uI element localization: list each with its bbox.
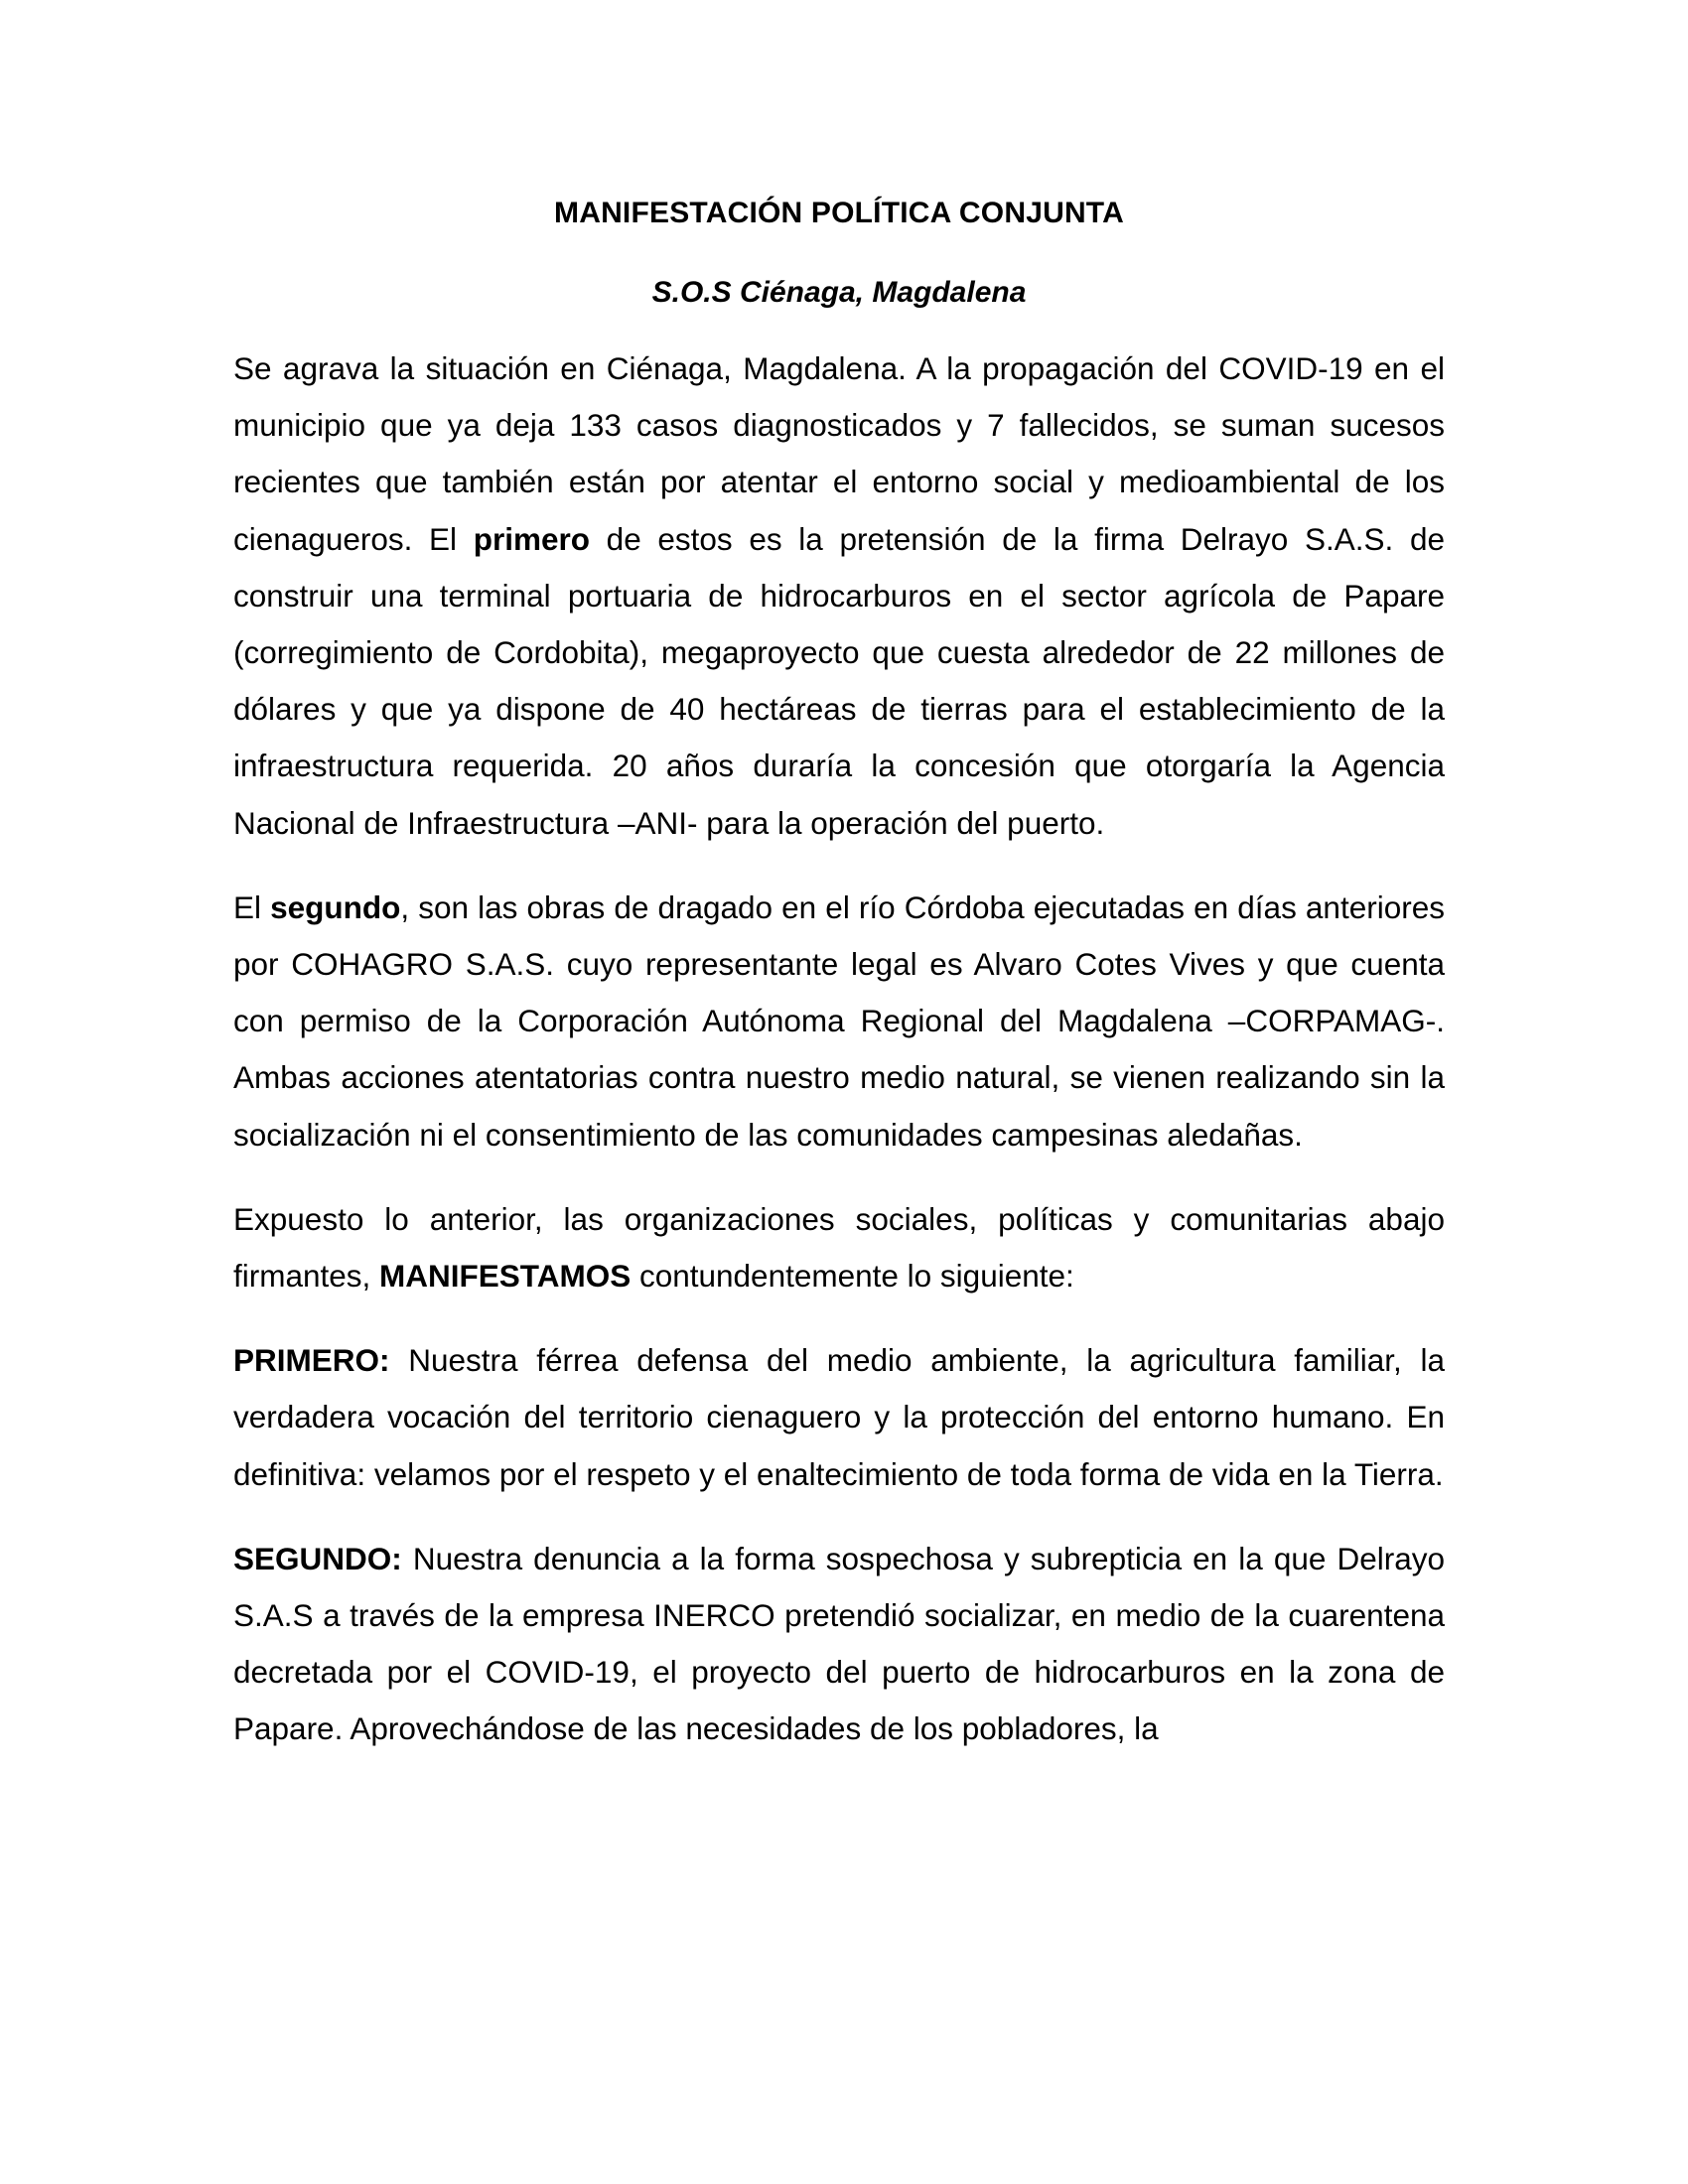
emphasis-segundo: segundo [270, 888, 401, 925]
paragraph-text: contundentemente lo siguiente: [631, 1258, 1074, 1295]
paragraph-text: Nuestra férrea defensa del medio ambiente, la agricultura familiar, la verdadera vocación del territorio cienaguero y la protección del entorno humano. En definitiva: velamos por el respeto y el enaltecimiento de toda forma de vida en la Tierra. [233, 1342, 1445, 1492]
document-subtitle: S.O.S Ciénaga, Magdalena [651, 276, 1027, 309]
point-label-primero: PRIMERO: [233, 1342, 390, 1379]
paragraph-text: , son las obras de dragado en el río Córdoba ejecutadas en días anteriores por COHAGRO S.A.S. cuyo representante legal es Alvaro Cotes Vives y que cuenta con permiso de la Corporación Autónoma Regional del Magdalena –CORPAMAG-. Ambas acciones atentatorias contra nuestro medio natural, se vienen realizando sin la socialización ni el consentimiento de las comunidades campesinas aledañas. [233, 888, 1445, 1153]
paragraph-statement [233, 1191, 1445, 1304]
paragraph-text: Se agrava la situación en Ciénaga, Magdalena. A la propagación del COVID-19 en el municipio que ya deja 133 casos diagnosticados y 7 fallecidos, se suman sucesos recientes que también están por atentar el entorno social y medioambiental de los cienagueros. El [233, 350, 1445, 557]
paragraph-intro [233, 341, 1445, 852]
paragraph-primero [233, 1332, 1445, 1503]
point-label-segundo: SEGUNDO: [233, 1540, 402, 1576]
paragraph-second [233, 880, 1445, 1163]
emphasis-manifestamos: MANIFESTAMOS [379, 1258, 632, 1295]
paragraph-text: Expuesto lo anterior, las organizaciones sociales, políticas y comunitarias abajo firmantes, [233, 1200, 1445, 1295]
document-title: MANIFESTACIÓN POLÍTICA CONJUNTA [554, 197, 1124, 229]
paragraph-segundo [233, 1531, 1445, 1758]
paragraph-text: de estos es la pretensión de la firma Delrayo S.A.S. de construir una terminal portuaria de hidrocarburos en el sector agrícola de Papare (corregimiento de Cordobita), megaproyecto que cuesta alrededor de 22 millones de dólares y que ya dispone de 40 hectáreas de tierras para el establecimiento de la infraestructura requerida. 20 años duraría la concesión que otorgaría la Agencia Nacional de Infraestructura –ANI- para la operación del puerto. [233, 520, 1445, 841]
document-body [233, 194, 1445, 1786]
emphasis-primero: primero [473, 520, 590, 557]
paragraph-text: Nuestra denuncia a la forma sospechosa y subrepticia en la que Delrayo S.A.S a través de la empresa INERCO pretendió socializar, en medio de la cuarentena decretada por el COVID-19, el proyecto del puerto de hidrocarburos en la zona de Papare. Aprovechándose de las necesidades de los pobladores, la [233, 1540, 1445, 1747]
paragraph-text: El [233, 888, 271, 925]
